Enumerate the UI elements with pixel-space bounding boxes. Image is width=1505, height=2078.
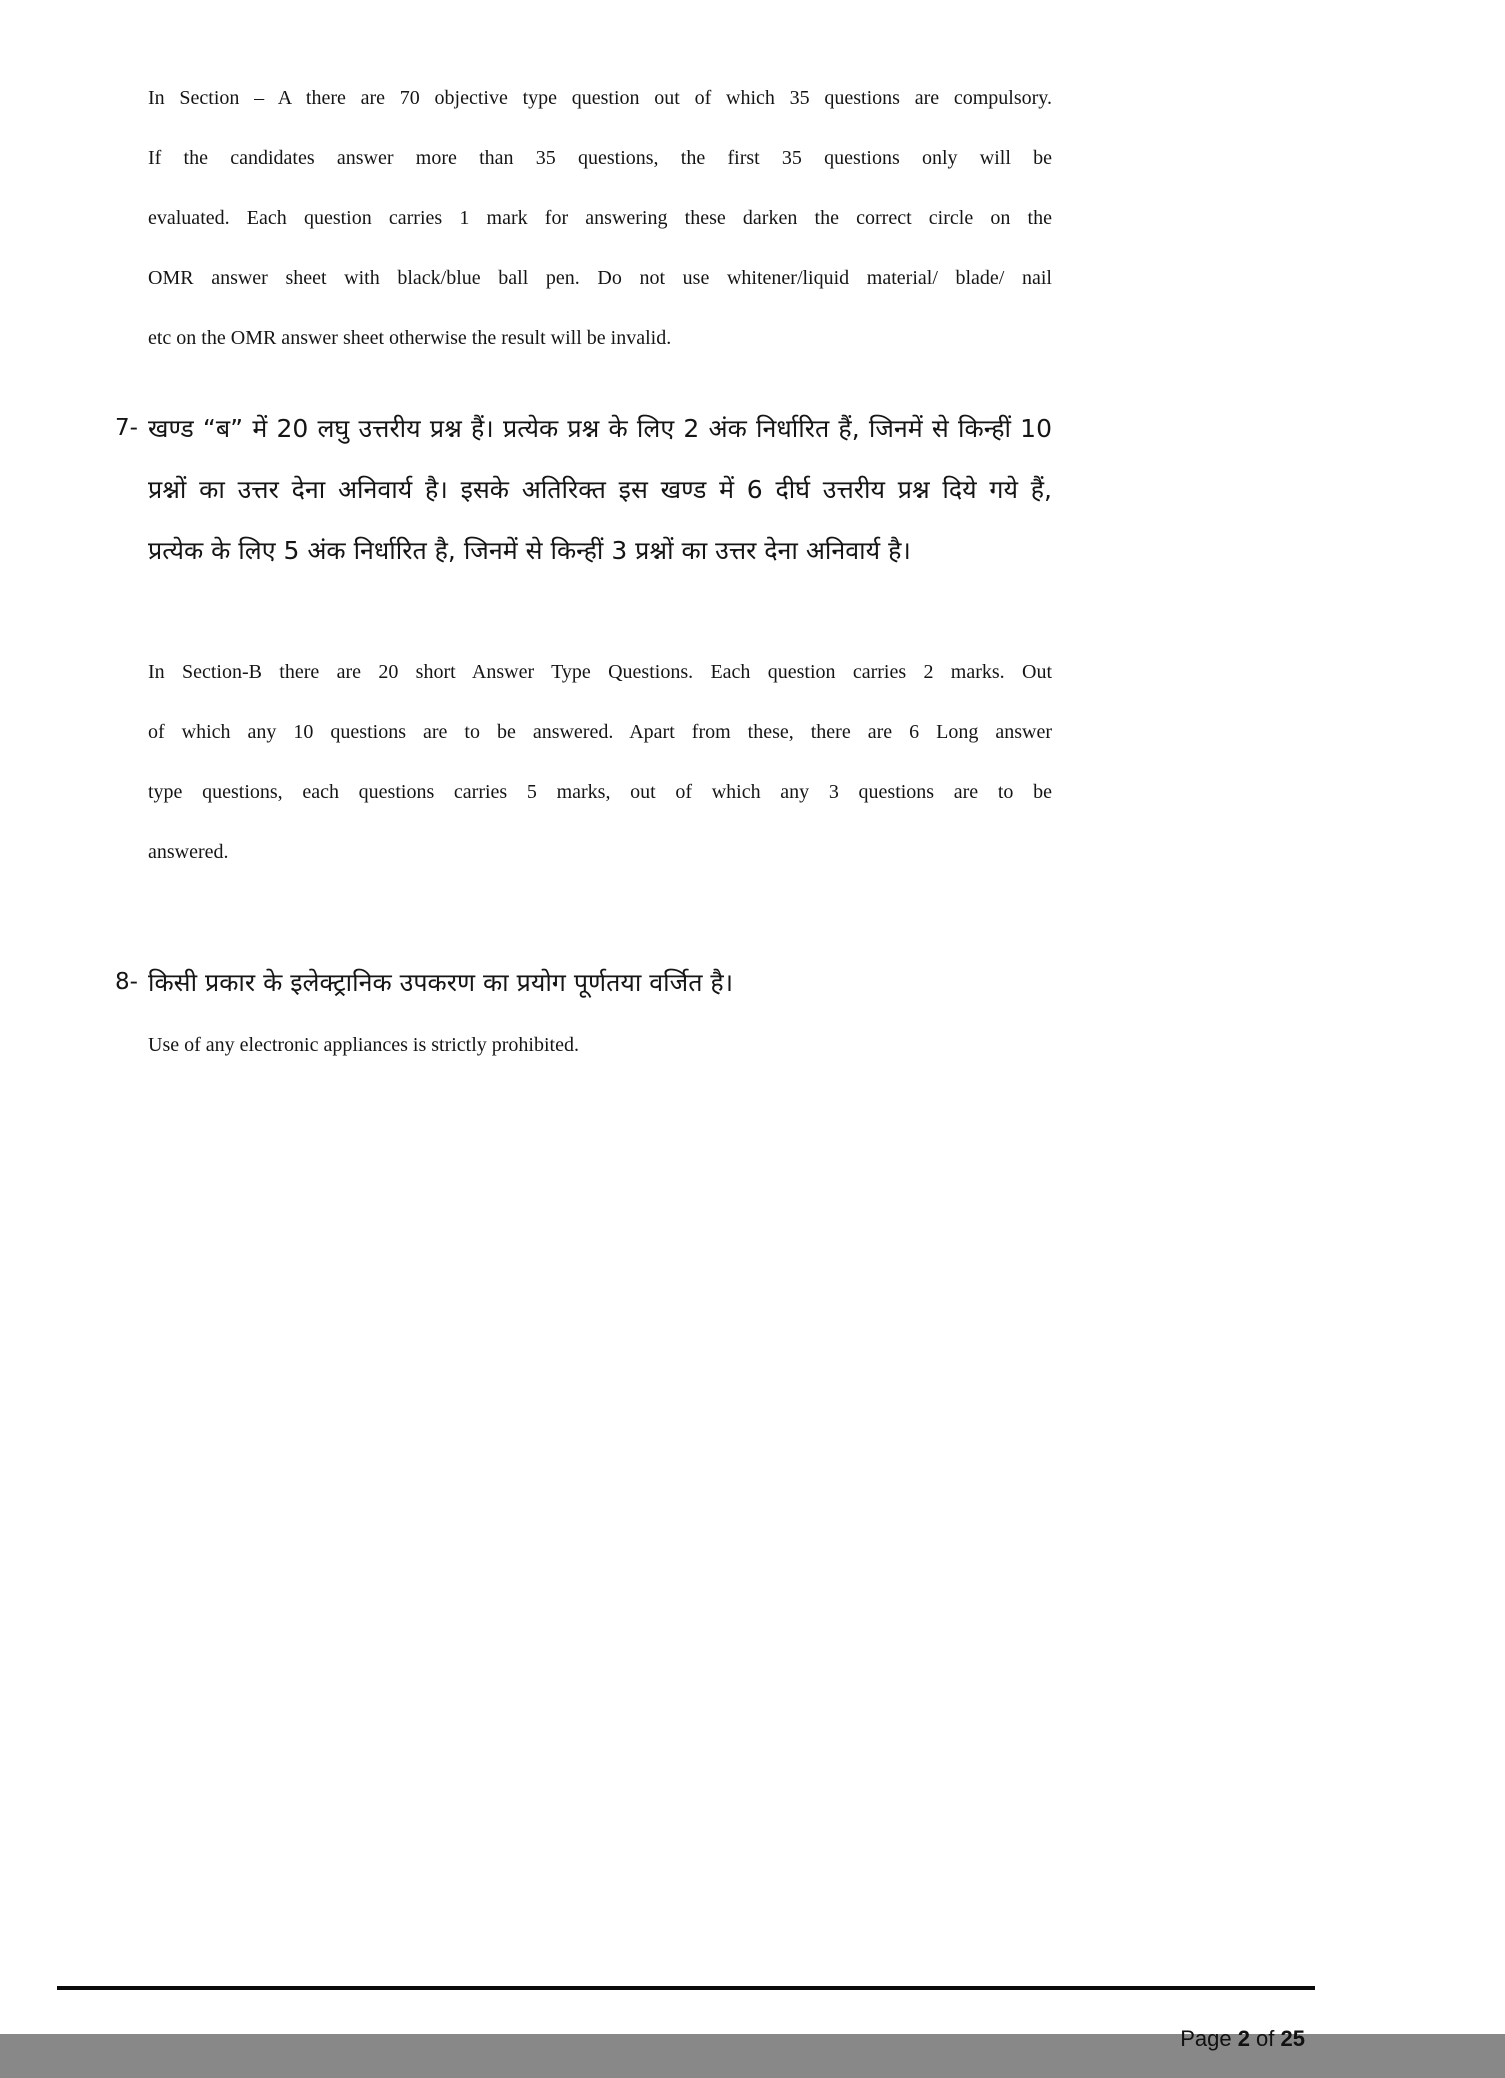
item-8-english-line: Use of any electronic appliances is strictly prohibited. — [148, 1034, 579, 1056]
item-8-hindi-line: किसी प्रकार के इलेक्ट्रानिक उपकरण का प्रयोग पूर्णतया वर्जित है। — [148, 968, 734, 997]
footer-page-number: 2 — [1237, 2026, 1250, 2051]
item-7-hindi-line-3: प्रत्येक के लिए 5 अंक निर्धारित है, जिनमें से किन्हीं 3 प्रश्नों का उत्तर देना अनिवार्य है। — [148, 536, 911, 565]
section-a-line-3: evaluated. Each question carries 1 mark for answering these darken the correct circle on the — [148, 207, 1052, 229]
item-8-number: 8- — [115, 969, 138, 995]
footer-of-label: of — [1249, 2026, 1281, 2051]
section-a-paragraph — [148, 68, 1052, 368]
footer-page-label: Page — [1180, 2026, 1238, 2051]
page-number-footer — [1156, 2000, 1305, 2078]
section-b-line-2: of which any 10 questions are to be answered. Apart from these, there are 6 Long answer — [148, 721, 1052, 743]
instruction-item-7 — [115, 398, 1053, 581]
section-a-line-4: OMR answer sheet with black/blue ball pen. Do not use whitener/liquid material/ blade/ nail — [148, 267, 1052, 289]
item-7-hindi-paragraph — [148, 398, 1052, 581]
section-a-line-1: In Section – A there are 70 objective type question out of which 35 questions are compulsory. — [148, 87, 1052, 109]
section-b-line-3: type questions, each questions carries 5 marks, out of which any 3 questions are to be — [148, 781, 1052, 803]
item-7-number: 7- — [115, 415, 138, 441]
item-7-hindi-line-1: खण्ड “ब” में 20 लघु उत्तरीय प्रश्न हैं। प्रत्येक प्रश्न के लिए 2 अंक निर्धारित हैं, जिनमें से किन्हीं 10 — [148, 414, 1052, 443]
section-b-line-4: answered. — [148, 841, 229, 863]
section-a-line-5: etc on the OMR answer sheet otherwise the result will be invalid. — [148, 327, 672, 349]
footer-total-pages: 25 — [1280, 2026, 1305, 2051]
section-b-line-1: In Section-B there are 20 short Answer Type Questions. Each question carries 2 marks. Out — [148, 661, 1052, 683]
footer-divider-line — [57, 1986, 1315, 1990]
section-b-paragraph — [148, 642, 1052, 882]
section-a-line-2: If the candidates answer more than 35 questions, the first 35 questions only will be — [148, 147, 1052, 169]
item-7-hindi-line-2: प्रश्नों का उत्तर देना अनिवार्य है। इसके अतिरिक्त इस खण्ड में 6 दीर्घ उत्तरीय प्रश्न दिये गये हैं, — [148, 475, 1052, 504]
instruction-item-8 — [115, 952, 1053, 1076]
